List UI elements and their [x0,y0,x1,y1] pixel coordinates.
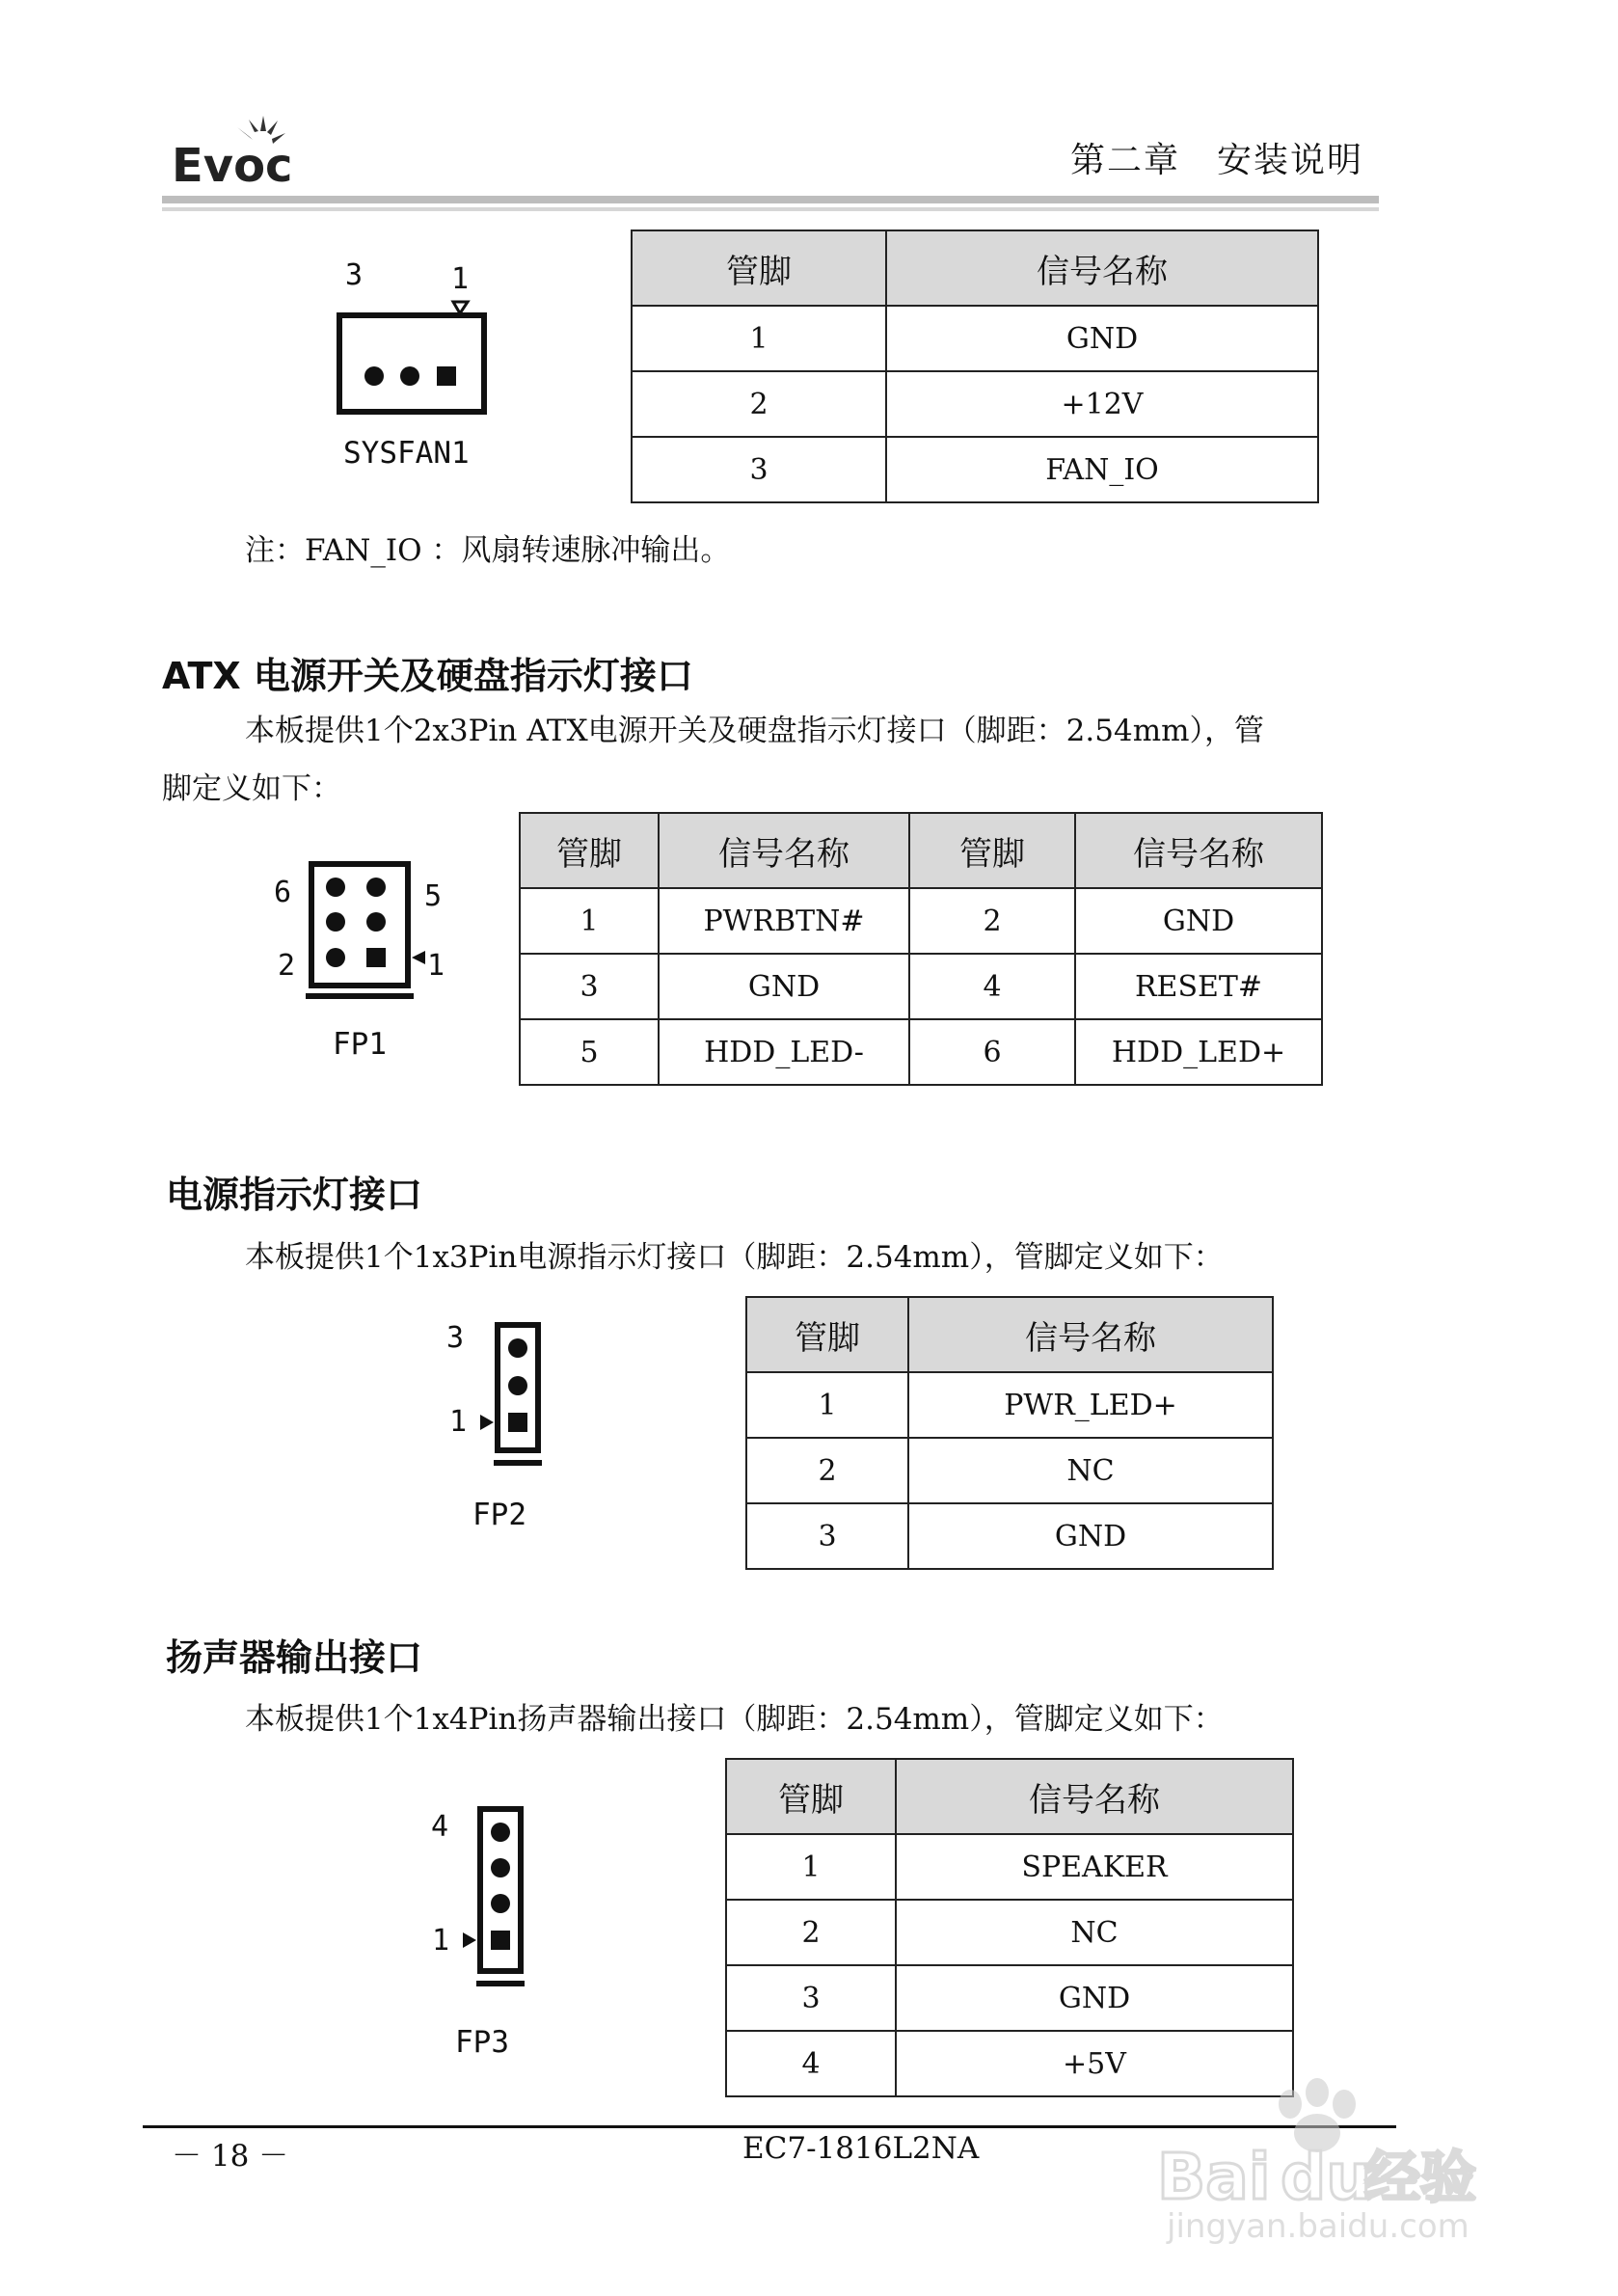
table-cell: 2 [746,1438,908,1503]
table-header: 信号名称 [659,813,909,888]
table-cell: HDD_LED- [659,1019,909,1085]
fp1-pin-table [519,812,1323,1086]
table-cell: GND [896,1965,1293,2031]
table-row [726,1834,1293,1900]
watermark-cn: 经验 [1364,2145,1477,2210]
table-row [632,437,1318,502]
table-cell: 2 [726,1900,896,1965]
table-cell: FAN_IO [886,437,1318,502]
table-header: 信号名称 [896,1759,1293,1834]
table-cell: 4 [726,2031,896,2096]
watermark-url: jingyan.baidu.com [1167,2207,1470,2246]
fp1-pin2-label: 2 [278,949,296,983]
table-cell: 6 [909,1019,1075,1085]
table-cell: 1 [632,306,886,371]
fp2-pin-table [745,1296,1274,1570]
fp2-pin3-label: 3 [446,1321,465,1355]
table-header: 管脚 [909,813,1075,888]
fp1-pin5-label: 5 [424,879,443,913]
evoc-logo [172,114,297,189]
fp1-caption: FP1 [333,1027,387,1062]
table-header: 管脚 [632,230,886,306]
speaker-paragraph: 本板提供1个1x4Pin扬声器输出接口（脚距：2.54mm），管脚定义如下： [245,1702,1224,1737]
fp1-pin1-label: 1 [427,949,445,983]
table-header: 管脚 [726,1759,896,1834]
sysfan-pin3-label: 3 [345,258,364,292]
table-cell: 2 [909,888,1075,954]
sysfan-pin-table [631,230,1319,503]
model-number: EC7-1816L2NA [742,2131,980,2166]
table-cell: PWRBTN# [659,888,909,954]
sysfan-pin1-label: 1 [451,262,470,296]
table-row [746,1372,1273,1438]
baidu-watermark [1147,2064,1533,2247]
table-header: 信号名称 [908,1297,1273,1372]
fp3-pin1-label: 1 [432,1924,450,1958]
chapter-title: 第二章 安装说明 [1070,141,1364,180]
table-cell: GND [886,306,1318,371]
table-cell: 1 [726,1834,896,1900]
table-cell: 3 [520,954,659,1019]
table-cell: GND [1075,888,1322,954]
table-row [520,888,1322,954]
table-header: 信号名称 [1075,813,1322,888]
watermark-brand: Bai [1157,2140,1271,2214]
fp1-connector-diagram [304,858,429,1007]
table-row [746,1438,1273,1503]
sysfan-connector-diagram [328,294,497,419]
table-cell: +5V [896,2031,1293,2096]
fp2-connector-diagram [453,1321,559,1479]
fp3-pin4-label: 4 [431,1810,449,1844]
table-cell: NC [896,1900,1293,1965]
sysfan-caption: SYSFAN1 [343,436,470,471]
fp1-pin6-label: 6 [274,876,292,909]
header-rule [162,196,1379,203]
table-cell: 4 [909,954,1075,1019]
table-cell: 3 [746,1503,908,1569]
fan-note: 注：FAN_IO ：风扇转速脉冲输出。 [245,533,731,568]
table-cell: 3 [632,437,886,502]
table-cell: NC [908,1438,1273,1503]
atx-paragraph-line2: 脚定义如下： [162,771,341,806]
table-cell: 3 [726,1965,896,2031]
atx-heading: ATX 电源开关及硬盘指示灯接口 [162,655,693,697]
table-cell: RESET# [1075,954,1322,1019]
pwrled-heading: 电源指示灯接口 [166,1174,423,1216]
table-cell: 5 [520,1019,659,1085]
watermark-brand2: du [1281,2140,1372,2214]
atx-paragraph-line1: 本板提供1个2x3Pin ATX电源开关及硬盘指示灯接口（脚距：2.54mm），管 [245,714,1264,748]
table-row [746,1503,1273,1569]
table-cell: GND [659,954,909,1019]
table-header: 信号名称 [886,230,1318,306]
table-cell: 1 [746,1372,908,1438]
table-header: 管脚 [520,813,659,888]
header-rule-thin [162,207,1379,211]
table-cell: 2 [632,371,886,437]
table-header: 管脚 [746,1297,908,1372]
table-row [726,1900,1293,1965]
table-cell: HDD_LED+ [1075,1019,1322,1085]
table-row [520,1019,1322,1085]
table-cell: +12V [886,371,1318,437]
pwrled-paragraph: 本板提供1个1x3Pin电源指示灯接口（脚距：2.54mm），管脚定义如下： [245,1240,1224,1275]
table-row [726,1965,1293,2031]
page-number: － 18 － [172,2139,289,2174]
table-cell: GND [908,1503,1273,1569]
speaker-heading: 扬声器输出接口 [166,1636,423,1679]
table-row [520,954,1322,1019]
table-cell: SPEAKER [896,1834,1293,1900]
fp3-pin-table [725,1758,1294,2097]
fp3-connector-diagram [436,1803,542,2000]
fp3-caption: FP3 [455,2025,509,2060]
fp2-pin1-label: 1 [449,1405,468,1439]
table-row [632,306,1318,371]
fp2-caption: FP2 [472,1498,526,1532]
table-cell: 1 [520,888,659,954]
table-row [632,371,1318,437]
svg-text:Evoc: Evoc [172,139,293,189]
table-cell: PWR_LED+ [908,1372,1273,1438]
